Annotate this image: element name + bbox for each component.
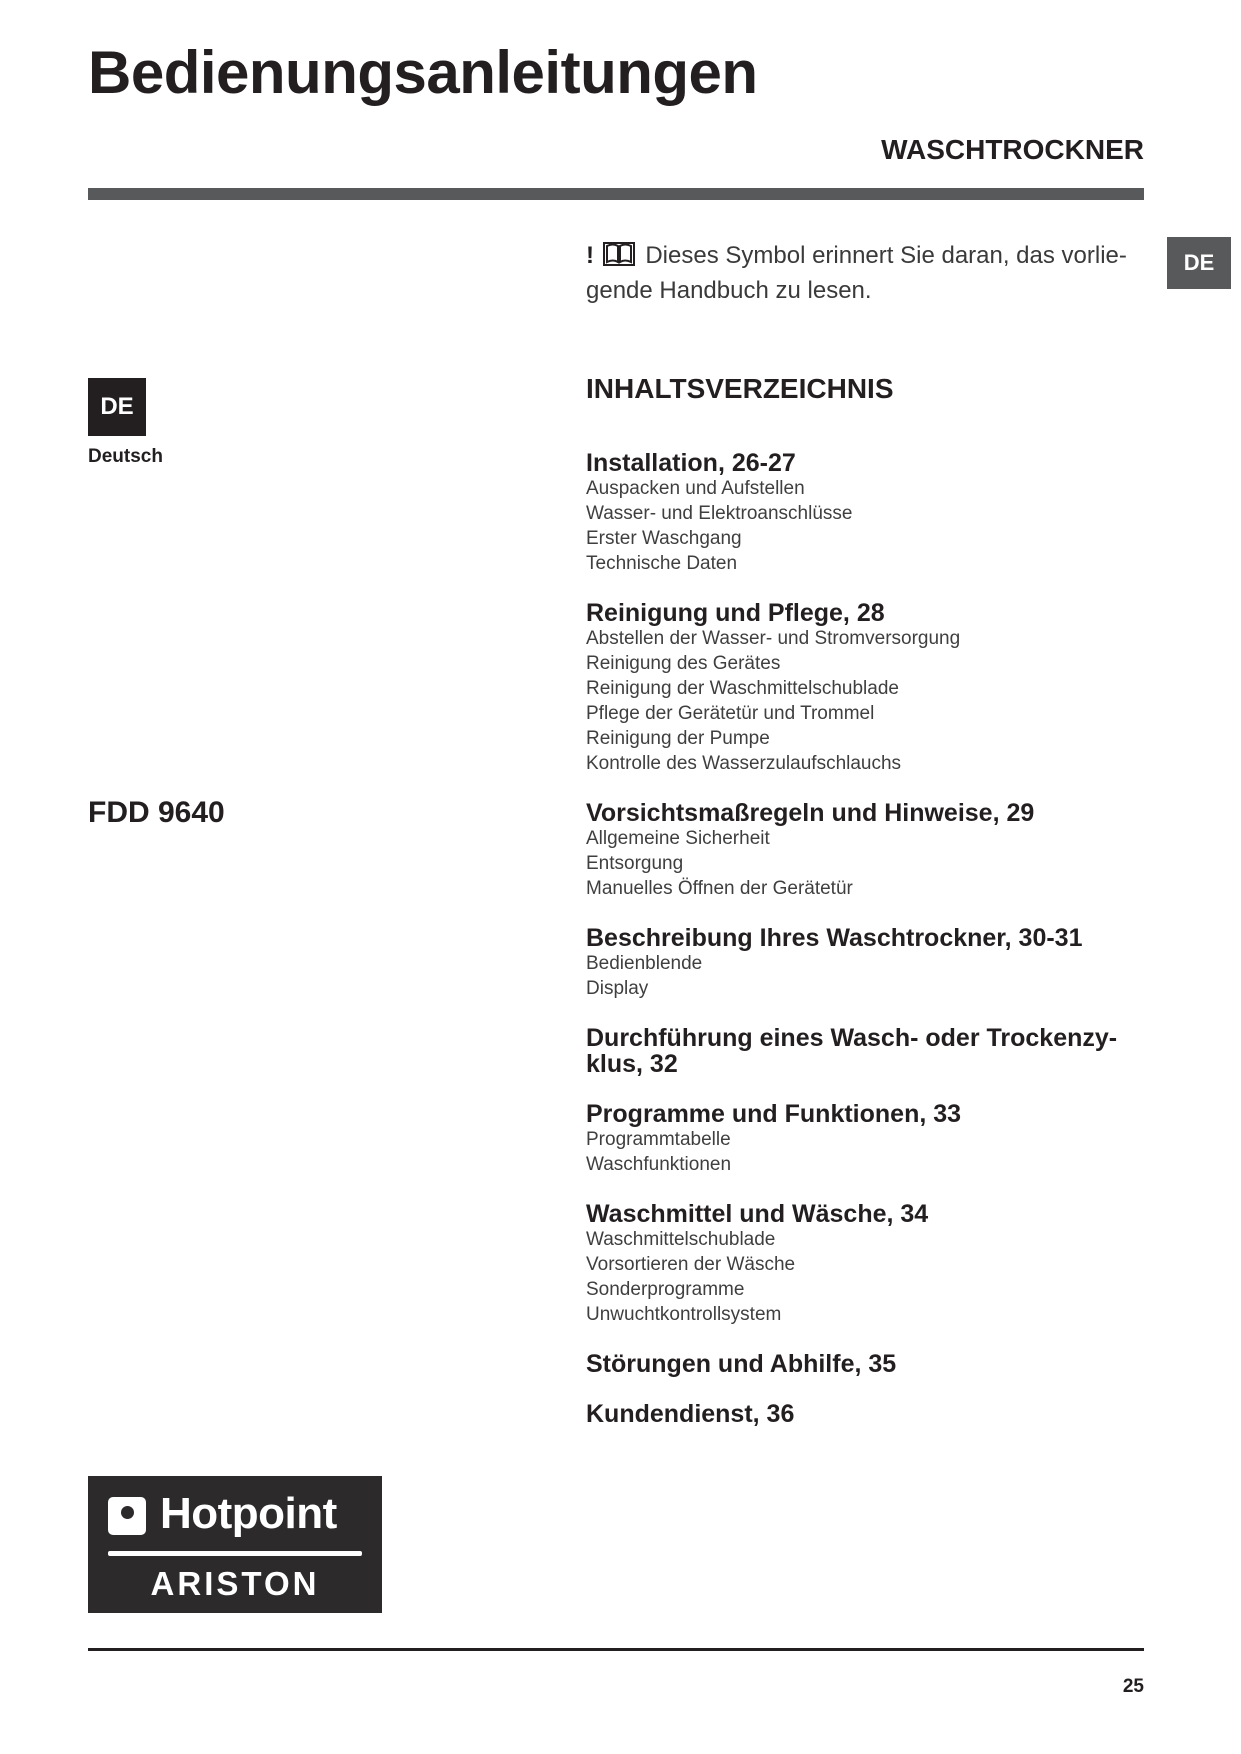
toc-heading: Reinigung und Pflege, 28 [586,599,885,627]
toc-item: Erster Waschgang [586,528,742,549]
language-badge: DE [88,378,146,436]
page-number: 25 [1122,1676,1144,1697]
toc-item: Kontrolle des Wasserzulaufschlauchs [586,753,902,774]
toc-section [586,1025,1146,1077]
toc-item: Abstellen der Wasser- und Stromversorgung [586,628,961,649]
brand-mark-icon [108,1497,146,1535]
language-name: Deutsch [88,446,163,467]
brand-divider [108,1551,362,1556]
toc-item: Sonderprogramme [586,1279,745,1300]
toc-item: Allgemeine Sicherheit [586,828,770,849]
toc-item: Bedienblende [586,953,703,974]
toc-heading: Programme und Funktionen, 33 [586,1100,962,1128]
toc-section [586,1401,1146,1427]
toc-section [586,1101,1146,1177]
toc-item: Manuelles Öffnen der Gerätetür [586,878,853,899]
manual-notice [586,238,1146,308]
manual-book-icon [601,242,646,269]
brand-subname: ARISTON [150,1565,320,1602]
toc-item: Unwuchtkontrollsystem [586,1304,782,1325]
toc-item: Auspacken und Aufstellen [586,478,805,499]
toc-item: Technische Daten [586,553,738,574]
toc-item: Vorsortieren der Wäsche [586,1254,796,1275]
toc-item: Reinigung der Waschmittelschublade [586,678,899,699]
toc-section [586,800,1146,901]
notice-text: Dieses Symbol erinnert Sie daran, das vorlie- gende Handbuch zu lesen. [586,242,1127,304]
toc-section [586,1351,1146,1377]
product-type: WASCHTROCKNER [881,134,1144,165]
toc-section [586,925,1146,1001]
toc-section [586,600,1146,776]
toc-section [586,1201,1146,1327]
toc-section [586,450,1146,576]
notice-exclamation: ! [586,242,594,269]
toc-item: Wasser- und Elektroanschlüsse [586,503,853,524]
model-number: FDD 9640 [88,796,225,829]
toc-item: Reinigung der Pumpe [586,728,770,749]
toc-item: Waschmittelschublade [586,1229,776,1250]
toc-heading: Kundendienst, 36 [586,1400,795,1428]
toc-item: Entsorgung [586,853,684,874]
bottom-divider [88,1648,1144,1651]
toc-item: Pflege der Gerätetür und Trommel [586,703,875,724]
top-divider [88,188,1144,200]
toc-item: Waschfunktionen [586,1154,732,1175]
toc-heading: Durchführung eines Wasch- oder Trockenzy- klus, 32 [586,1024,1118,1078]
toc-item: Programmtabelle [586,1129,731,1150]
toc-heading: Störungen und Abhilfe, 35 [586,1350,897,1378]
toc-heading: Installation, 26-27 [586,449,796,477]
toc-item: Display [586,978,649,999]
toc-heading: Beschreibung Ihres Waschtrockner, 30-31 [586,924,1083,952]
toc-title: INHALTSVERZEICHNIS [586,373,894,404]
language-side-tab: DE [1167,237,1231,289]
page-title: Bedienungsanleitungen [88,39,758,106]
toc-heading: Vorsichtsmaßregeln und Hinweise, 29 [586,799,1035,827]
brand-name: Hotpoint [160,1489,337,1538]
toc-heading: Waschmittel und Wäsche, 34 [586,1200,929,1228]
toc-item: Reinigung des Gerätes [586,653,781,674]
table-of-contents [586,450,1146,1451]
brand-logo [88,1476,382,1613]
